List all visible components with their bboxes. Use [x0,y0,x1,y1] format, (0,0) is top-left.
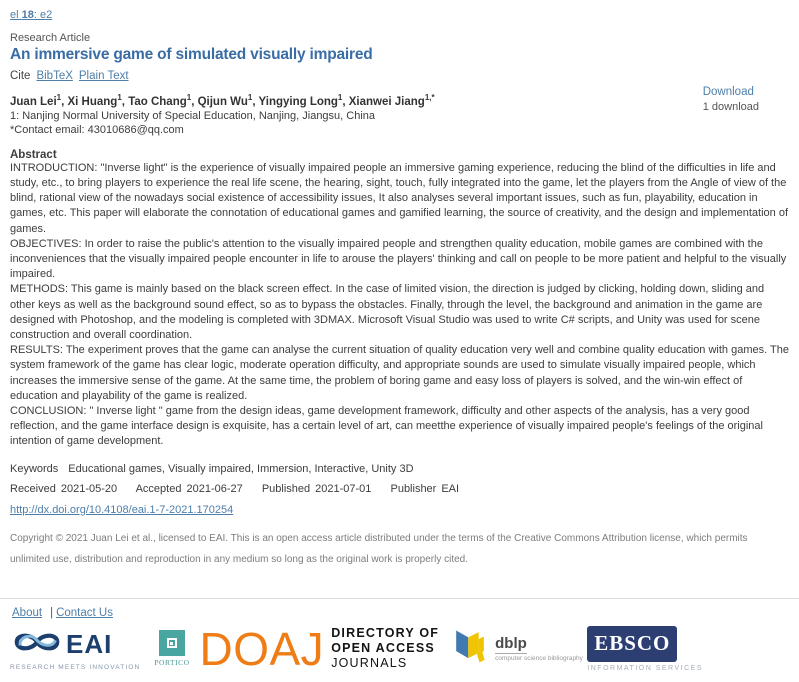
footer-nav-separator: | [50,607,54,619]
doi-row [10,504,789,516]
portico-square-icon [159,630,185,656]
author-list [10,93,789,108]
eai-wordmark: EAI [66,629,113,659]
author-affil-marker: 1,* [424,93,435,102]
author-name: Yingying Long [258,95,338,108]
article-type-label: Research Article [10,32,91,44]
author-affil-marker: 1 [56,93,62,102]
published-date: Published 2021-07-01 [261,482,372,495]
author-separator: , [121,95,129,108]
dblp-icon [451,627,489,670]
author-separator: , [252,95,259,108]
issue-number: 18 [21,9,34,21]
abstract-results: RESULTS: The experiment proves that the game can analyse the current situation of quality education very well and combine quality education with games. The system framework of the game has clear logic, moderate operation difficulty, and appropriate sounds are used to simulate visually impaired people, which increases the immersive sense of the game. At the same time, the problem of boring game and easy loss of players is solved, and the win-win effect of education and playability of the game is realized. [10,344,789,402]
author-separator: , [191,95,198,108]
received-date: Received 2021-05-20 [10,482,118,495]
affiliation-line: 1: Nanjing Normal University of Special Education, Nanjing, Jiangsu, China [10,109,376,122]
doi-link[interactable]: http://dx.doi.org/10.4108/eai.1-7-2021.170254 [10,503,234,516]
ebsco-wordmark: EBSCO [587,626,677,662]
contact-us-link[interactable]: Contact Us [56,607,113,619]
accepted-date: Accepted 2021-06-27 [135,482,243,495]
author-separator: , [61,95,68,108]
partner-logos-row [0,619,799,675]
author-name: Xi Huang [67,95,118,108]
author-name: Xianwei Jiang [348,95,425,108]
dblp-tagline: computer science bibliography [495,655,583,662]
keywords-line [10,463,789,475]
abstract-conclusion: CONCLUSION: " Inverse light " game from the design ideas, game development framework, difficulty and other aspects of the analysis, has a very good reflection, and the game interface design is exquisite, has a certain level of art, can meetthe experience of visually impaired people's feelings of the original intention of game development. [10,405,763,448]
cite-row [10,70,789,82]
doaj-logo[interactable] [199,622,440,675]
ebsco-logo[interactable] [587,626,703,672]
doaj-caption: DIRECTORY OF OPEN ACCESS JOURNALS [331,626,440,670]
abstract-methods: METHODS: This game is mainly based on the black screen effect. In the case of limited vision, the direction is judged by clicking, holding down, sliding and other keys as well as the background sound effect, so as to bypass the obstacles. Finally, through the level, the background and animation in the game are designed with Photoshop, and the modeling is completed with 3DMAX. Microsoft Visual Studio was used to write C# scripts, and Unity was used for scene construction and overall coordination. [10,283,765,342]
cite-bibtex-link[interactable]: BibTeX [36,70,73,82]
author-name: Qijun Wu [197,95,248,108]
portico-wordmark: PORTICO [154,658,190,667]
abstract-heading: Abstract [10,148,57,161]
page-title: An immersive game of simulated visually impaired [10,46,373,63]
publication-meta [10,483,789,495]
eai-tagline: RESEARCH MEETS INNOVATION [10,664,141,671]
eai-infinity-icon [10,626,64,663]
download-link[interactable]: Download [702,86,754,98]
dblp-logo[interactable] [451,627,583,670]
author-affil-marker: 1 [337,93,343,102]
issue-link-prefix: el [10,9,22,21]
author-affil-marker: 1 [186,93,192,102]
author-name: Juan Lei [10,95,57,108]
download-box [703,86,759,113]
portico-logo[interactable] [154,630,189,667]
author-name: Tao Chang [128,95,187,108]
author-affil-marker: 1 [247,93,253,102]
copyright-notice: Copyright © 2021 Juan Lei et al., licensed to EAI. This is an open access article distributed under the terms of the Creative Commons Attribution license, which permits unlimited use, distribution and reproduction in any medium so long as the original work is properly cited. [10,532,748,565]
about-link[interactable]: About [12,607,43,619]
cite-plaintext-link[interactable]: Plain Text [78,70,129,82]
page-footer [0,598,799,682]
dblp-wordmark: dblp [495,635,527,652]
ebsco-tagline: INFORMATION SERVICES [587,664,703,672]
publisher: Publisher EAI [390,482,460,495]
doaj-wordmark: DOAJ [199,622,325,675]
author-separator: , [342,95,349,108]
issue-link[interactable] [10,9,52,21]
abstract-introduction: INTRODUCTION: "Inverse light" is the experience of visually impaired people an immersive gaming experience, reducing the blind of the difficulties in life and study, etc., to bring players to experience the real life scene, the hearing, sight, touch, fully integrated into the game, let the players from the Angle of view of the blind, rational view of the nowadays social existence of accessibility issues, It also analyses several important issues, such as fun, playability, education in games, etc. This paper will elaborate the connotation of educational games and gamified learning, the source of creativity, and the design and implementation of games. [10,161,789,235]
issue-link-suffix: : e2 [33,9,53,21]
abstract-objectives: OBJECTIVES: In order to raise the public's attention to the visually impaired people and strengthen quality education, mobile games are combined with the inconveniences that the visually impaired people encounter in life to arouse the players' thinking and call on people to be more patient and helpful to the visually impaired. [10,237,787,281]
download-count: 1 download [702,101,759,113]
abstract-body [10,161,789,450]
keywords-label: Keywords [10,462,59,475]
cite-label: Cite [10,70,31,82]
author-affil-marker: 1 [117,93,122,102]
footer-nav [0,599,799,619]
contact-email-line: *Contact email: 43010686@qq.com [10,123,184,136]
keywords-value: Educational games, Visually impaired, Immersion, Interactive, Unity 3D [68,462,414,475]
eai-logo[interactable] [10,626,140,671]
